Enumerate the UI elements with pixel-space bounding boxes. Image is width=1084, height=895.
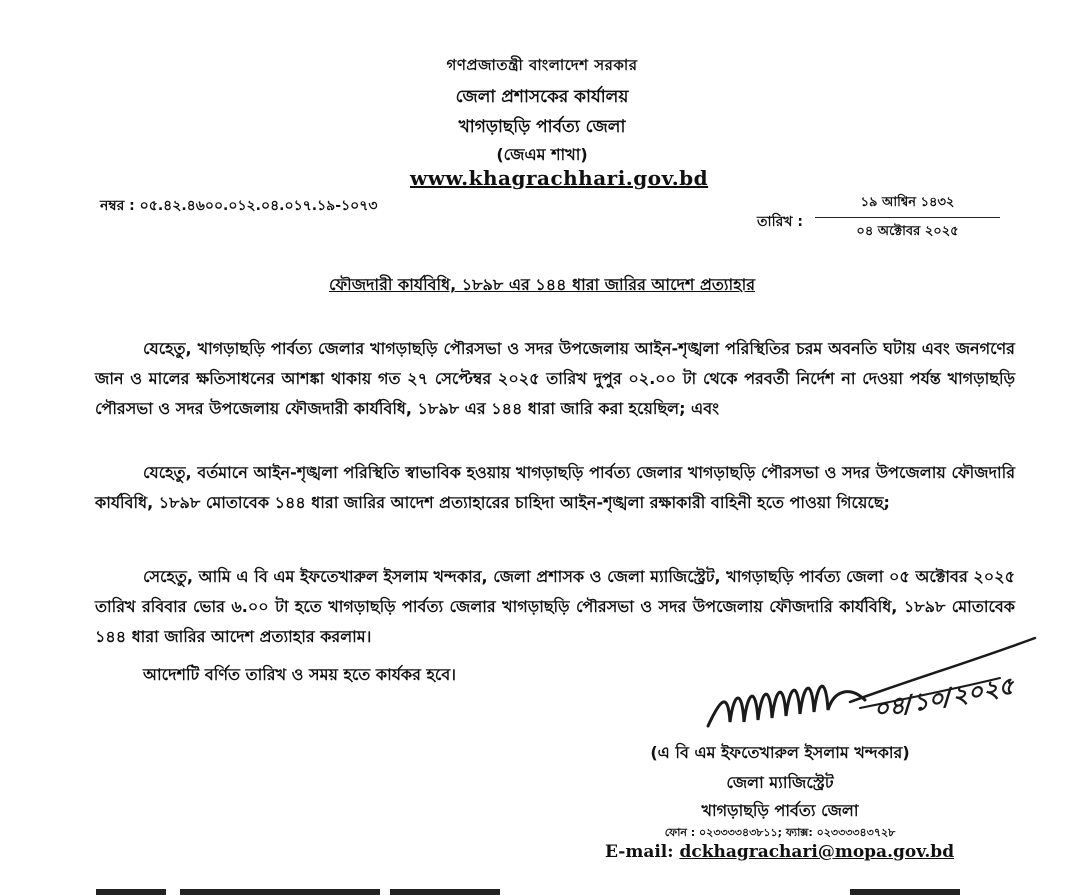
paragraph-1: যেহেতু, খাগড়াছড়ি পার্বত্য জেলার খাগড়াছড়ি পৌরসভা ও সদর উপজেলায় আইন-শৃঙ্খলা পরিস্থিতির চরম অবনতি ঘটায় এবং জনগণের জান ও মালের ক্ষতিসাধনের আশঙ্কা থাকায় গত ২৭ সেপ্টেম্বর ২০২৫ তারিখ দুপুর ০২.০০ টা থেকে পরবর্তী নির্দেশ না দেওয়া পর্যন্ত খাগড়াছড়ি পৌরসভা ও সদর উপজেলায় ফৌজদারী কার্যবিধি, ১৮৯৮ এর ১৪৪ ধারা জারি করা হয়েছিল; এবং [95,339,1015,418]
paragraph-4: আদেশটি বর্ণিত তারিখ ও সময় হতে কার্যকর হবে। [143,665,456,684]
memo-number: নম্বর : ০৫.৪২.৪৬০০.০১২.০৪.০১৭.১৯-১০৭৩ [100,198,378,214]
paragraph-2: যেহেতু, বর্তমানে আইন-শৃঙ্খলা পরিস্থিতি স্বাভাবিক হওয়ায় খাগড়াছড়ি পার্বত্য জেলার খাগড়াছড়ি পৌরসভা ও সদর উপজেলায় ফৌজদারি কার্যবিধি, ১৮৯৮ মোতাবেক ১৪৪ ধারা জারির আদেশ প্রত্যাহারের চাহিদা আইন-শৃঙ্খলা রক্ষাকারী বাহিনী হতে পাওয়া গিয়েছে; [95,463,1015,512]
signatory-designation: জেলা ম্যাজিস্ট্রেট [726,773,834,792]
email-label: E-mail: [605,842,674,862]
date-bangla: ১৯ আশ্বিন ১৪৩২ [815,193,1000,218]
website-link[interactable]: www.khagrachhari.gov.bd [410,166,709,190]
handwritten-date: ০৪/১০/২০২৫ [871,671,1017,724]
subject-heading: ফৌজদারী কার্যবিধি, ১৮৯৮ এর ১৪৪ ধারা জারির আদেশ প্রত্যাহার [328,275,756,294]
cropped-next-line [90,880,970,895]
signatory-office: খাগড়াছড়ি পার্বত্য জেলা [701,801,859,820]
office-title: জেলা প্রশাসকের কার্যালয় [455,87,629,107]
district-title: খাগড়াছড়ি পার্বত্য জেলা [458,117,626,137]
branch-title: (জেএম শাখা) [496,145,588,164]
contact-phone-fax: ফোন : ০২৩৩৩৩৪৩৮১১; ফ্যাক্স: ০২৩৩৩৩৪৩৭২৮ [664,826,896,839]
date-label: তারিখ : [757,214,803,230]
date-block [815,193,1000,243]
date-english: ০৪ অক্টোবর ২০২৫ [856,224,959,239]
signatory-name: (এ বি এম ইফতেখারুল ইসলাম খন্দকার) [650,743,910,762]
government-title: গণপ্রজাতন্ত্রী বাংলাদেশ সরকার [446,56,638,74]
paragraph-3: সেহেতু, আমি এ বি এম ইফতেখারুল ইসলাম খন্দকার, জেলা প্রশাসক ও জেলা ম্যাজিস্ট্রেট, খাগড়াছড়ি পার্বত্য জেলা ০৫ অক্টোবর ২০২৫ তারিখ রবিবার ভোর ৬.০০ টা হতে খাগড়াছড়ি পার্বত্য জেলার খাগড়াছড়ি পৌরসভা ও সদর উপজেলায় ফৌজদারি কার্যবিধি, ১৮৯৮ মোতাবেক ১৪৪ ধারা জারির আদেশ প্রত্যাহার করলাম। [95,567,1015,646]
email-line [605,842,954,862]
handwritten-signature [700,630,1040,735]
email-address[interactable]: dckhagrachari@mopa.gov.bd [679,842,955,862]
